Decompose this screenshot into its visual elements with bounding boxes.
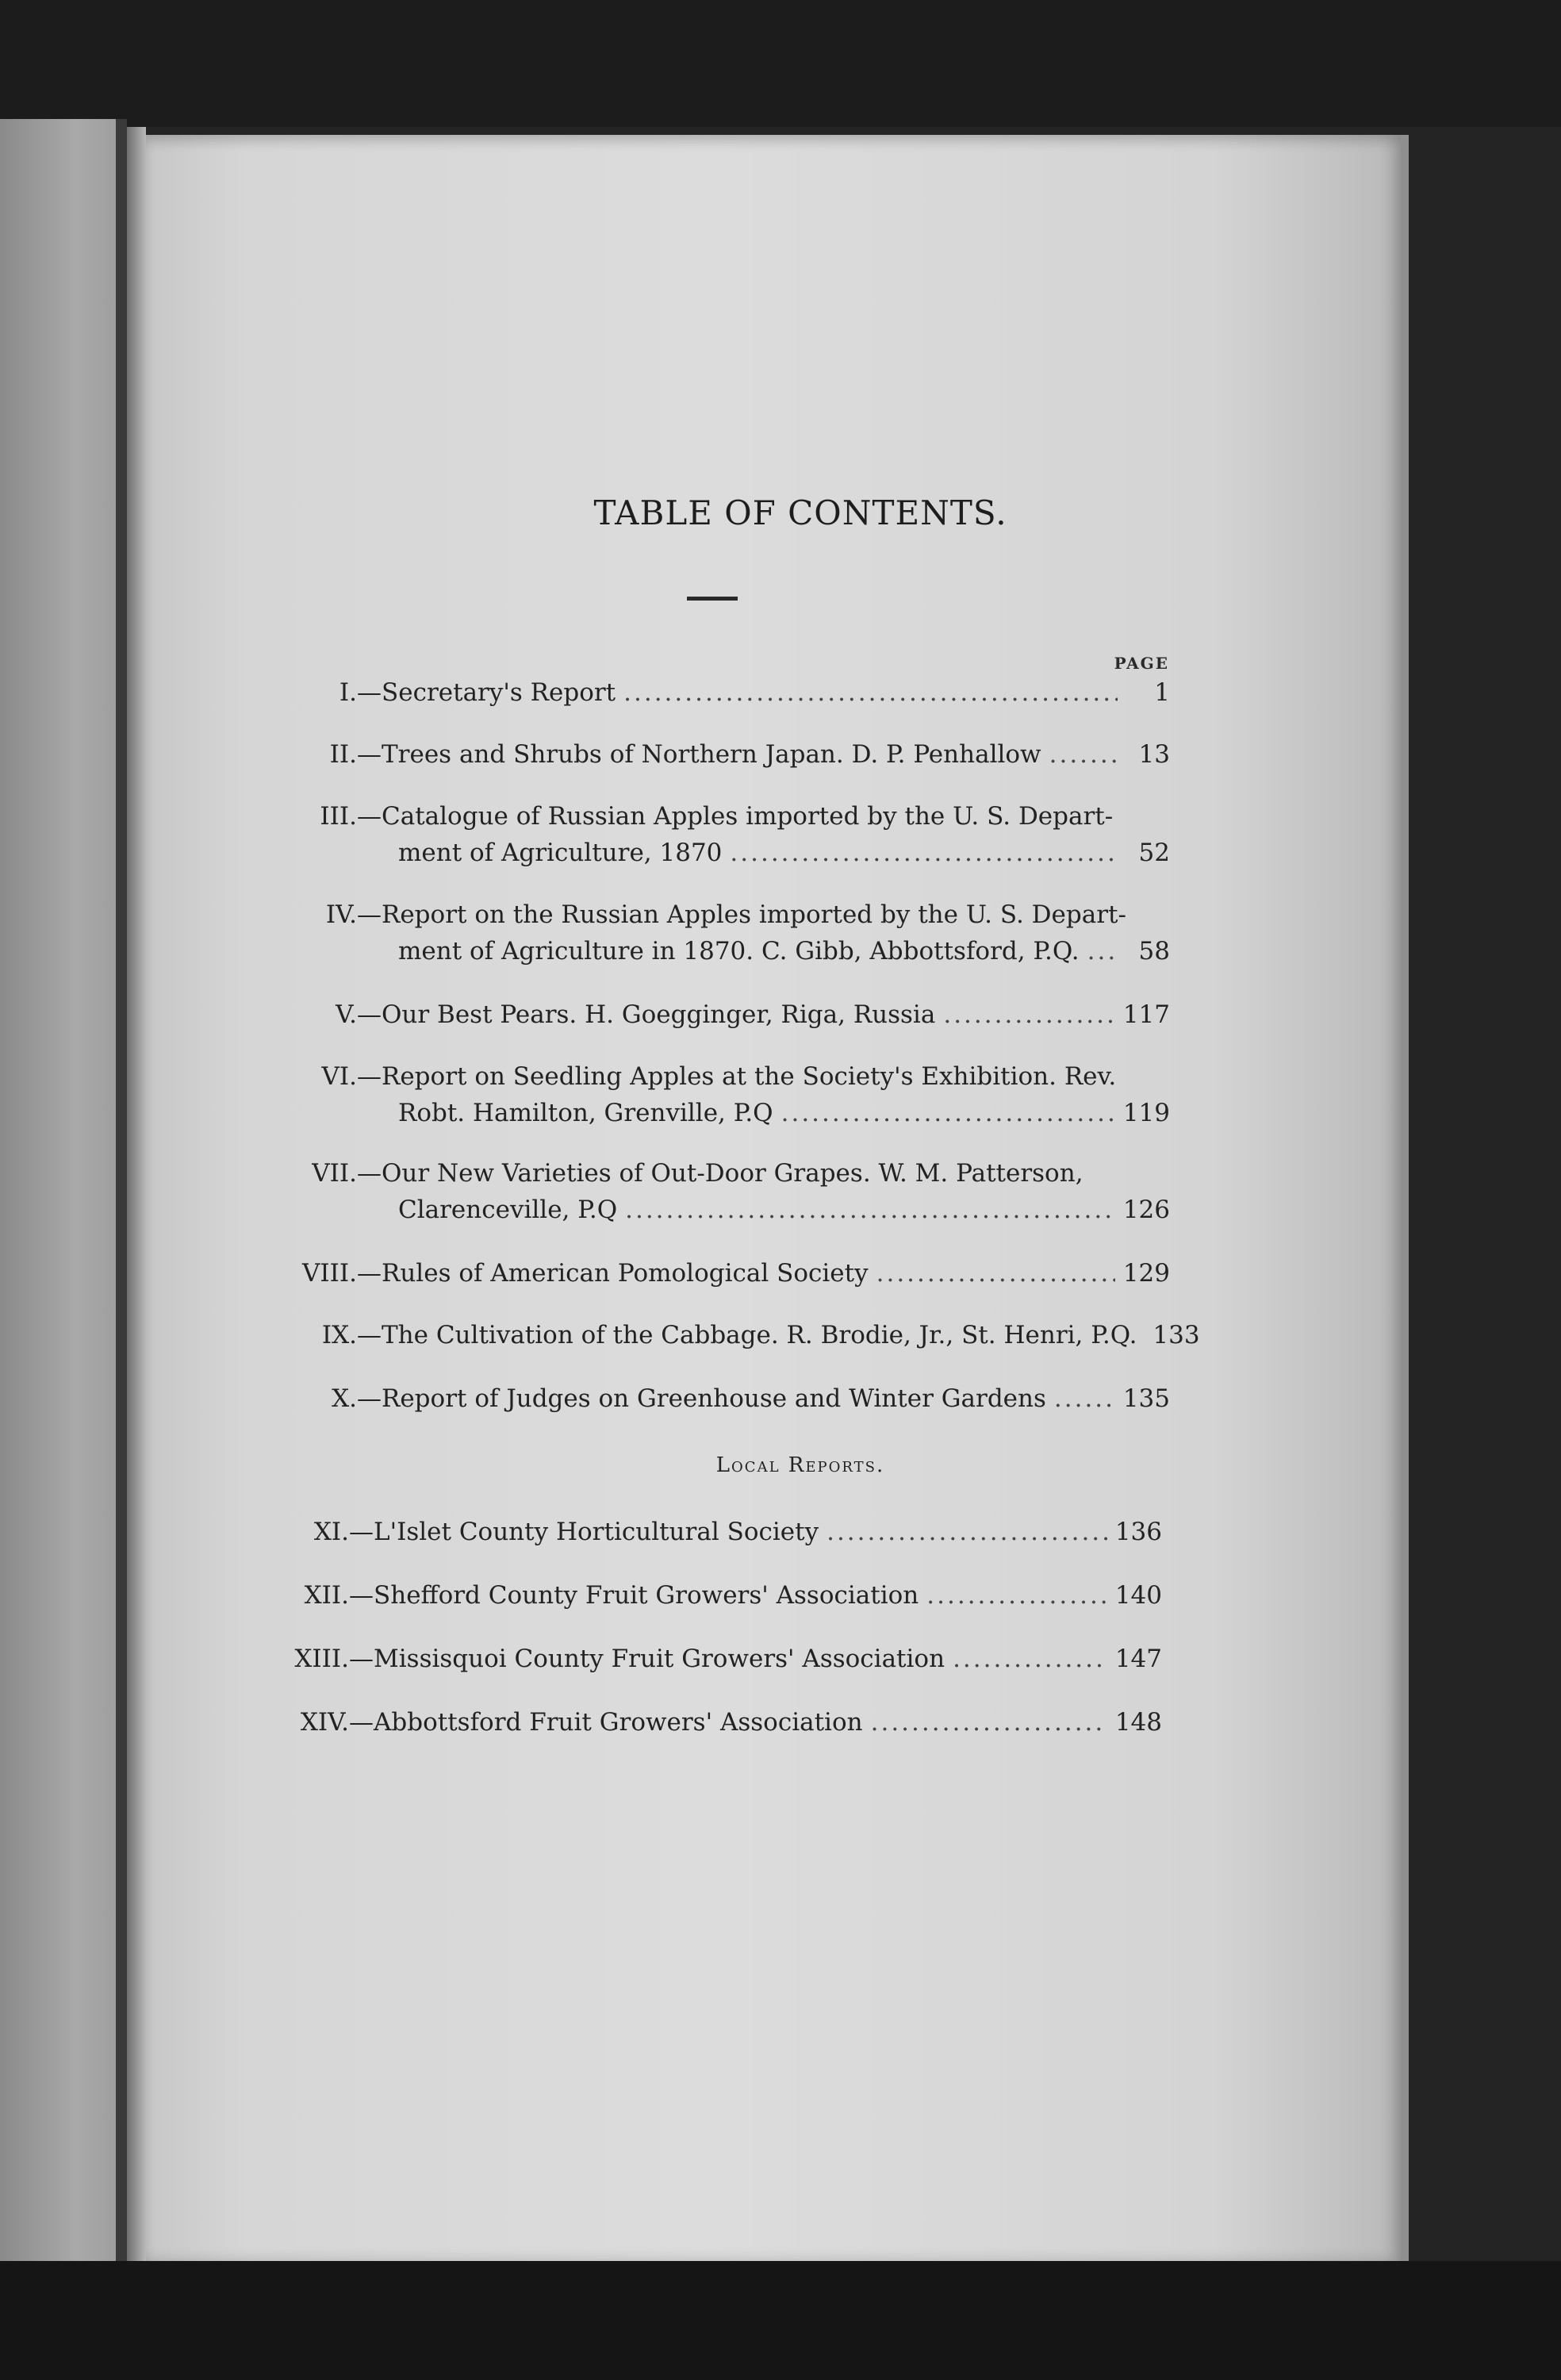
- toc-entry: [270, 674, 1170, 711]
- entry-title: —Secretary's Report: [357, 678, 616, 707]
- dot-leader: [827, 1514, 1107, 1550]
- toc-entry: [270, 1058, 1170, 1131]
- entry-title-continued: Clarenceville, P.Q: [398, 1196, 618, 1224]
- section-heading-local-reports: Local Reports.: [715, 1453, 885, 1477]
- entry-title: —Report on the Russian Apples imported by the U. S. Depart-: [357, 900, 1126, 929]
- toc-entry: [270, 1317, 1200, 1353]
- entry-number: VIII.: [302, 1259, 357, 1288]
- dot-leader: [625, 1192, 1115, 1228]
- entry-number: XIV.: [300, 1708, 349, 1737]
- entry-page: 135: [1122, 1384, 1170, 1413]
- entry-number: I.: [339, 678, 357, 707]
- entry-page: 1: [1154, 678, 1170, 707]
- dot-leader: [623, 674, 1118, 711]
- dot-leader: [1054, 1380, 1115, 1417]
- entry-title: —Trees and Shrubs of Northern Japan. D. P. Penhallow: [357, 740, 1041, 769]
- dot-leader: [871, 1704, 1107, 1741]
- entry-number: X.: [332, 1384, 357, 1413]
- toc-entry: [270, 996, 1170, 1033]
- entry-page: 126: [1122, 1196, 1170, 1224]
- entry-title: —Rules of American Pomological Society: [357, 1259, 869, 1288]
- entry-number: VII.: [312, 1159, 357, 1188]
- page-title: TABLE OF CONTENTS.: [593, 493, 1007, 532]
- toc-entry: [262, 1577, 1162, 1614]
- toc-entry: [270, 1380, 1170, 1417]
- entry-title: —Shefford County Fruit Growers' Association: [349, 1581, 919, 1610]
- toc-entry: [270, 1255, 1170, 1292]
- page-column-label: PAGE: [1114, 654, 1169, 673]
- entry-page: 13: [1138, 740, 1170, 769]
- entry-page: 136: [1114, 1518, 1162, 1546]
- entry-number: XIII.: [294, 1645, 349, 1673]
- entry-page: 119: [1122, 1099, 1170, 1127]
- dot-leader: [876, 1255, 1115, 1292]
- entry-title: —Report on Seedling Apples at the Society's Exhibition. Rev.: [357, 1062, 1117, 1091]
- toc-entry: [270, 1155, 1170, 1228]
- entry-title: —The Cultivation of the Cabbage. R. Brodie, Jr., St. Henri, P.Q.: [357, 1321, 1137, 1349]
- dot-leader: [953, 1641, 1107, 1677]
- entry-title: —Report of Judges on Greenhouse and Winter Gardens: [357, 1384, 1046, 1413]
- dot-leader: [1049, 736, 1118, 773]
- entry-title-continued: ment of Agriculture, 1870: [398, 839, 723, 867]
- entry-page: 140: [1114, 1581, 1162, 1610]
- entry-number: V.: [336, 1000, 357, 1029]
- toc-entry: [270, 736, 1170, 773]
- entry-number: II.: [329, 740, 357, 769]
- dot-leader: [781, 1095, 1115, 1131]
- dot-leader: [1087, 933, 1118, 969]
- toc-entry: [270, 896, 1170, 969]
- entry-page: 147: [1114, 1645, 1162, 1673]
- dot-leader: [926, 1577, 1107, 1614]
- toc-entry: [262, 1641, 1162, 1677]
- entry-page: 52: [1138, 839, 1170, 867]
- entry-number: III.: [320, 802, 357, 831]
- entry-number: IX.: [321, 1321, 357, 1349]
- entry-title: —Our New Varieties of Out-Door Grapes. W. M. Patterson,: [357, 1159, 1083, 1188]
- entry-title: —Our Best Pears. H. Goegginger, Riga, Russia: [357, 1000, 936, 1029]
- dot-leader: [943, 996, 1114, 1033]
- entry-title: —Catalogue of Russian Apples imported by the U. S. Depart-: [357, 802, 1114, 831]
- entry-title-continued: Robt. Hamilton, Grenville, P.Q: [398, 1099, 773, 1127]
- entry-title: —L'Islet County Horticultural Society: [349, 1518, 819, 1546]
- toc-entry: [262, 1514, 1162, 1550]
- entry-number: XII.: [304, 1581, 349, 1610]
- entry-number: IV.: [325, 900, 357, 929]
- toc-entry: [270, 798, 1170, 871]
- entry-title: —Missisquoi County Fruit Growers' Association: [349, 1645, 945, 1673]
- entry-title-continued: ment of Agriculture in 1870. C. Gibb, Abbottsford, P.Q.: [398, 937, 1080, 965]
- entry-page: 117: [1122, 1000, 1170, 1029]
- entry-page: 133: [1153, 1321, 1200, 1349]
- entry-title: —Abbottsford Fruit Growers' Association: [349, 1708, 863, 1737]
- dot-leader: [730, 835, 1118, 871]
- entry-page: 58: [1138, 937, 1170, 965]
- entry-number: XI.: [313, 1518, 349, 1546]
- entry-page: 148: [1114, 1708, 1162, 1737]
- entry-page: 129: [1122, 1259, 1170, 1288]
- toc-entry: [262, 1704, 1162, 1741]
- entry-number: VI.: [321, 1062, 357, 1091]
